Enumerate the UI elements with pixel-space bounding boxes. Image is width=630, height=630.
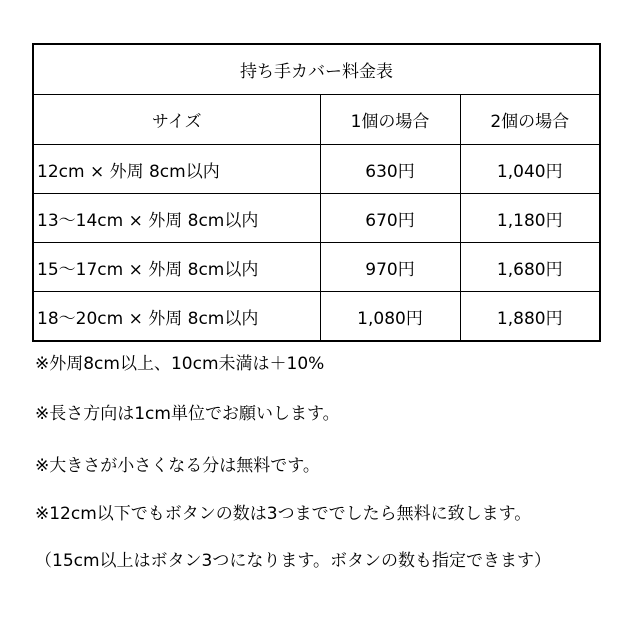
table-row	[33, 292, 600, 342]
size-cell: 12cm × 外周 8cm以内	[33, 145, 320, 194]
table-row	[33, 194, 600, 243]
price-two-cell: 1,680円	[460, 243, 600, 292]
price-one-cell: 670円	[320, 194, 460, 243]
header-two: 2個の場合	[460, 95, 600, 145]
size-cell: 13〜14cm × 外周 8cm以内	[33, 194, 320, 243]
table-row	[33, 243, 600, 292]
note-line: ※大きさが小さくなる分は無料です。	[35, 456, 320, 476]
price-one-cell: 630円	[320, 145, 460, 194]
table-title: 持ち手カバー料金表	[33, 44, 600, 95]
price-two-cell: 1,040円	[460, 145, 600, 194]
note-line: ※12cm以下でもボタンの数は3つまででしたら無料に致します。	[35, 504, 532, 524]
header-size: サイズ	[33, 95, 320, 145]
price-two-cell: 1,180円	[460, 194, 600, 243]
price-two-cell: 1,880円	[460, 292, 600, 342]
note-line: ※長さ方向は1cm単位でお願いします。	[35, 404, 340, 424]
price-one-cell: 1,080円	[320, 292, 460, 342]
price-table	[32, 43, 601, 342]
note-line: ※外周8cm以上、10cm未満は＋10%	[35, 354, 325, 374]
size-cell: 18〜20cm × 外周 8cm以内	[33, 292, 320, 342]
price-one-cell: 970円	[320, 243, 460, 292]
table-row	[33, 145, 600, 194]
table-header-row	[33, 95, 600, 145]
table-title-row	[33, 44, 600, 95]
header-one: 1個の場合	[320, 95, 460, 145]
size-cell: 15〜17cm × 外周 8cm以内	[33, 243, 320, 292]
note-line: （15cm以上はボタン3つになります。ボタンの数も指定できます）	[35, 551, 551, 571]
